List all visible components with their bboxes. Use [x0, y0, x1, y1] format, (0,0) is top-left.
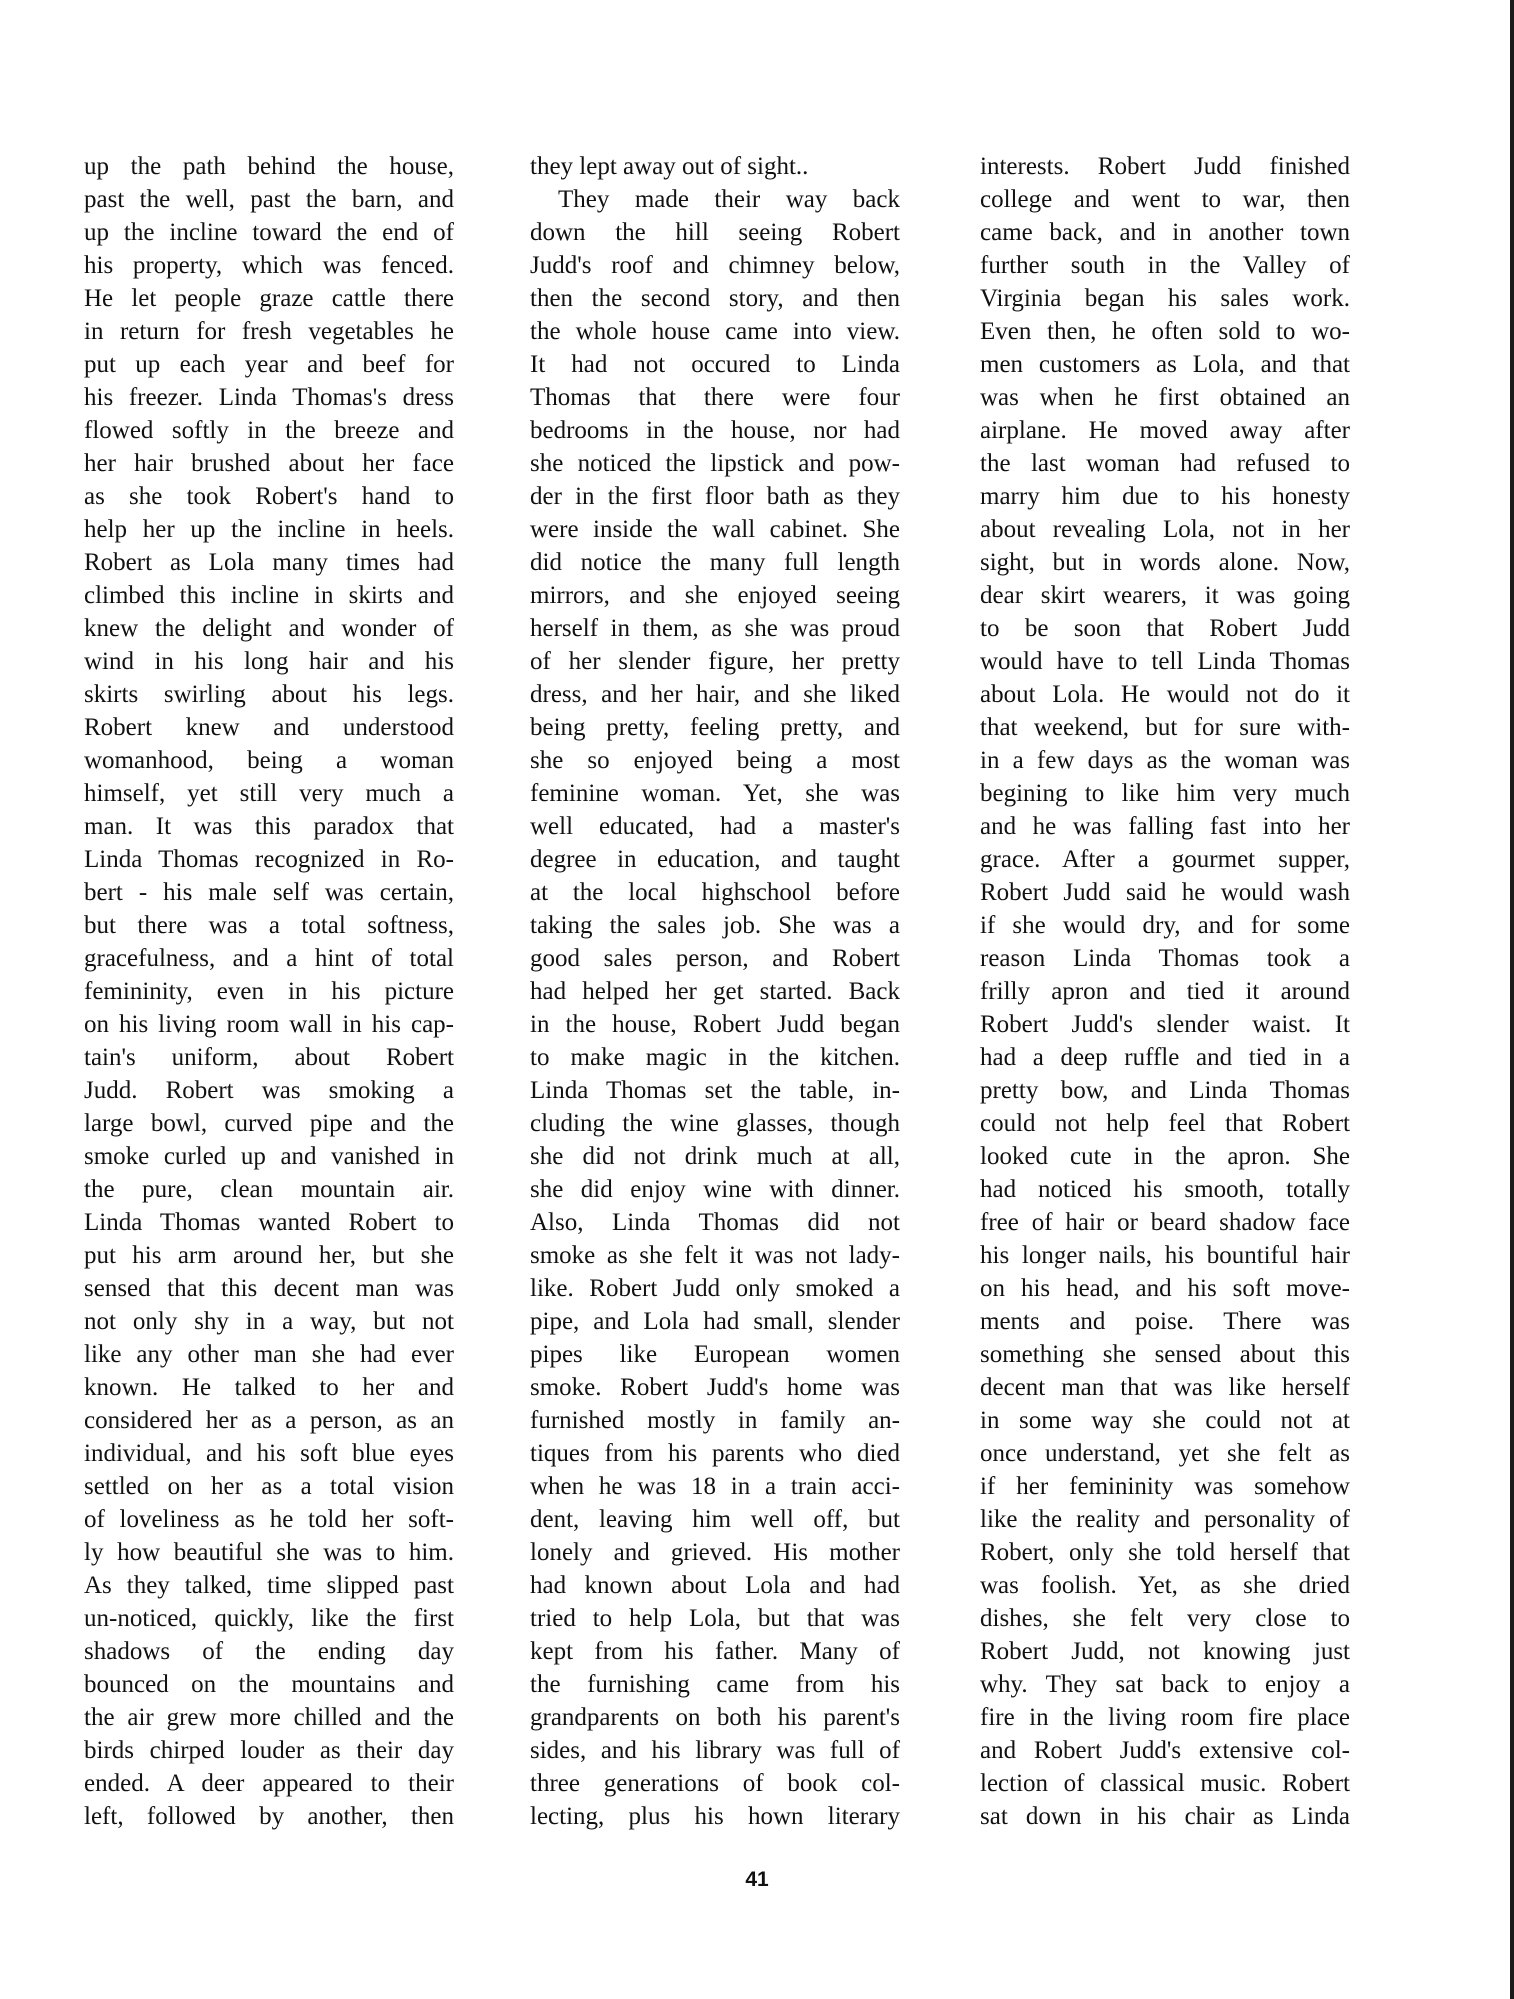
text-line: Virginia began his sales work.: [980, 285, 1350, 312]
text-line: As they talked, time slipped past: [84, 1572, 454, 1599]
text-line: the last woman had refused to: [980, 450, 1350, 477]
text-line: to be soon that Robert Judd: [980, 615, 1350, 642]
text-line: cluding the wine glasses, though: [530, 1110, 900, 1137]
text-line: femininity, even in his picture: [84, 978, 454, 1005]
text-line: Robert Judd said he would wash: [980, 879, 1350, 906]
text-line: dishes, she felt very close to: [980, 1605, 1350, 1632]
text-line: not only shy in a way, but not: [84, 1308, 454, 1335]
text-line: good sales person, and Robert: [530, 945, 900, 972]
text-line: she did not drink much at all,: [530, 1143, 900, 1170]
text-line: Robert, only she told herself that: [980, 1539, 1350, 1566]
text-line: in a few days as the woman was: [980, 747, 1350, 774]
text-line: Judd's roof and chimney below,: [530, 252, 900, 279]
text-line: was foolish. Yet, as she dried: [980, 1572, 1350, 1599]
text-line: the furnishing came from his: [530, 1671, 900, 1698]
text-line: looked cute in the apron. She: [980, 1143, 1350, 1170]
text-line: womanhood, being a woman: [84, 747, 454, 774]
text-line: had helped her get started. Back: [530, 978, 900, 1005]
text-line: dear skirt wearers, it was going: [980, 582, 1350, 609]
text-line: ended. A deer appeared to their: [84, 1770, 454, 1797]
text-line: once understand, yet she felt as: [980, 1440, 1350, 1467]
text-line: would have to tell Linda Thomas: [980, 648, 1350, 675]
text-line: mirrors, and she enjoyed seeing: [530, 582, 900, 609]
text-line: free of hair or beard shadow face: [980, 1209, 1350, 1236]
text-line: sight, but in words alone. Now,: [980, 549, 1350, 576]
text-line: up the path behind the house,: [84, 153, 454, 180]
text-column-1: [84, 150, 454, 1833]
text-line: settled on her as a total vision: [84, 1473, 454, 1500]
text-line: tiques from his parents who died: [530, 1440, 900, 1467]
text-line: climbed this incline in skirts and: [84, 582, 454, 609]
text-line: further south in the Valley of: [980, 252, 1350, 279]
text-line: his longer nails, his bountiful hair: [980, 1242, 1350, 1269]
text-line: the air grew more chilled and the: [84, 1704, 454, 1731]
text-line: came back, and in another town: [980, 219, 1350, 246]
text-line: his freezer. Linda Thomas's dress: [84, 384, 454, 411]
text-line: about revealing Lola, not in her: [980, 516, 1350, 543]
text-line: ly how beautiful she was to him.: [84, 1539, 454, 1566]
text-line: college and went to war, then: [980, 186, 1350, 213]
text-line: Linda Thomas set the table, in-: [530, 1077, 900, 1104]
text-line: bert - his male self was certain,: [84, 879, 454, 906]
text-line: in the house, Robert Judd began: [530, 1011, 900, 1038]
text-line: furnished mostly in family an-: [530, 1407, 900, 1434]
text-line: but there was a total softness,: [84, 912, 454, 939]
text-line: like any other man she had ever: [84, 1341, 454, 1368]
text-line: large bowl, curved pipe and the: [84, 1110, 454, 1137]
text-line: men customers as Lola, and that: [980, 351, 1350, 378]
text-line: decent man that was like herself: [980, 1374, 1350, 1401]
text-column-3: [980, 150, 1350, 1833]
text-line: the whole house came into view.: [530, 318, 900, 345]
text-line: past the well, past the barn, and: [84, 186, 454, 213]
text-column-2: [530, 150, 900, 1833]
text-line: sat down in his chair as Linda: [980, 1803, 1350, 1830]
text-line: Robert as Lola many times had: [84, 549, 454, 576]
text-line: of her slender figure, her pretty: [530, 648, 900, 675]
text-line: the pure, clean mountain air.: [84, 1176, 454, 1203]
text-line: der in the first floor bath as they: [530, 483, 900, 510]
text-line: lonely and grieved. His mother: [530, 1539, 900, 1566]
text-line: smoke curled up and vanished in: [84, 1143, 454, 1170]
text-line: she noticed the lipstick and pow-: [530, 450, 900, 477]
page-edge-shadow: [1510, 0, 1514, 1999]
text-line: smoke. Robert Judd's home was: [530, 1374, 900, 1401]
text-line: shadows of the ending day: [84, 1638, 454, 1665]
text-line: pipe, and Lola had small, slender: [530, 1308, 900, 1335]
text-line: feminine woman. Yet, she was: [530, 780, 900, 807]
text-line: being pretty, feeling pretty, and: [530, 714, 900, 741]
text-line: dress, and her hair, and she liked: [530, 681, 900, 708]
text-line: sensed that this decent man was: [84, 1275, 454, 1302]
text-line: put his arm around her, but she: [84, 1242, 454, 1269]
text-line: did notice the many full length: [530, 549, 900, 576]
text-line: was when he first obtained an: [980, 384, 1350, 411]
text-line: had noticed his smooth, totally: [980, 1176, 1350, 1203]
text-line: fire in the living room fire place: [980, 1704, 1350, 1731]
text-line: grace. After a gourmet supper,: [980, 846, 1350, 873]
text-line: man. It was this paradox that: [84, 813, 454, 840]
text-line: grandparents on both his parent's: [530, 1704, 900, 1731]
text-line: were inside the wall cabinet. She: [530, 516, 900, 543]
page-number: 41: [745, 1868, 769, 1891]
text-line: Thomas that there were four: [530, 384, 900, 411]
text-line: why. They sat back to enjoy a: [980, 1671, 1350, 1698]
text-line: on his head, and his soft move-: [980, 1275, 1350, 1302]
text-line: known. He talked to her and: [84, 1374, 454, 1401]
text-line: of loveliness as he told her soft-: [84, 1506, 454, 1533]
text-line: birds chirped louder as their day: [84, 1737, 454, 1764]
text-line: well educated, had a master's: [530, 813, 900, 840]
text-line: taking the sales job. She was a: [530, 912, 900, 939]
text-line: smoke as she felt it was not lady-: [530, 1242, 900, 1269]
text-line: degree in education, and taught: [530, 846, 900, 873]
text-line: skirts swirling about his legs.: [84, 681, 454, 708]
text-line: gracefulness, and a hint of total: [84, 945, 454, 972]
text-line: wind in his long hair and his: [84, 648, 454, 675]
text-line: tain's uniform, about Robert: [84, 1044, 454, 1071]
text-line: tried to help Lola, but that was: [530, 1605, 900, 1632]
text-line: pretty bow, and Linda Thomas: [980, 1077, 1350, 1104]
text-line: frilly apron and tied it around: [980, 978, 1350, 1005]
text-line: interests. Robert Judd finished: [980, 153, 1350, 180]
text-line: individual, and his soft blue eyes: [84, 1440, 454, 1467]
text-line: her hair brushed about her face: [84, 450, 454, 477]
text-line: begining to like him very much: [980, 780, 1350, 807]
text-line: something she sensed about this: [980, 1341, 1350, 1368]
text-line: down the hill seeing Robert: [530, 219, 900, 246]
text-line: Robert Judd's slender waist. It: [980, 1011, 1350, 1038]
text-line: knew the delight and wonder of: [84, 615, 454, 642]
text-line: she so enjoyed being a most: [530, 747, 900, 774]
text-line: un-noticed, quickly, like the first: [84, 1605, 454, 1632]
text-line: He let people graze cattle there: [84, 285, 454, 312]
text-line: in return for fresh vegetables he: [84, 318, 454, 345]
text-line: to make magic in the kitchen.: [530, 1044, 900, 1071]
text-line: like. Robert Judd only smoked a: [530, 1275, 900, 1302]
text-line: at the local highschool before: [530, 879, 900, 906]
text-line: that weekend, but for sure with-: [980, 714, 1350, 741]
text-line: pipes like European women: [530, 1341, 900, 1368]
text-line: up the incline toward the end of: [84, 219, 454, 246]
text-line: lection of classical music. Robert: [980, 1770, 1350, 1797]
text-line: marry him due to his honesty: [980, 483, 1350, 510]
text-line: sides, and his library was full of: [530, 1737, 900, 1764]
text-line: Robert Judd, not knowing just: [980, 1638, 1350, 1665]
text-line: Even then, he often sold to wo-: [980, 318, 1350, 345]
text-line: airplane. He moved away after: [980, 417, 1350, 444]
text-line: on his living room wall in his cap-: [84, 1011, 454, 1038]
text-line: three generations of book col-: [530, 1770, 900, 1797]
text-line: bounced on the mountains and: [84, 1671, 454, 1698]
text-line: Linda Thomas wanted Robert to: [84, 1209, 454, 1236]
text-line: It had not occured to Linda: [530, 351, 900, 378]
text-line: and Robert Judd's extensive col-: [980, 1737, 1350, 1764]
text-line: Judd. Robert was smoking a: [84, 1077, 454, 1104]
text-line: lecting, plus his hown literary: [530, 1803, 900, 1830]
text-line: herself in them, as she was proud: [530, 615, 900, 642]
text-line: Robert knew and understood: [84, 714, 454, 741]
text-line: left, followed by another, then: [84, 1803, 454, 1830]
text-line: had known about Lola and had: [530, 1572, 900, 1599]
text-line: flowed softly in the breeze and: [84, 417, 454, 444]
text-line: and he was falling fast into her: [980, 813, 1350, 840]
text-line: Also, Linda Thomas did not: [530, 1209, 900, 1236]
text-line: if she would dry, and for some: [980, 912, 1350, 939]
text-line: in some way she could not at: [980, 1407, 1350, 1434]
text-line: about Lola. He would not do it: [980, 681, 1350, 708]
text-line: could not help feel that Robert: [980, 1110, 1350, 1137]
text-line: considered her as a person, as an: [84, 1407, 454, 1434]
text-line: then the second story, and then: [530, 285, 900, 312]
text-line: had a deep ruffle and tied in a: [980, 1044, 1350, 1071]
text-line: when he was 18 in a train acci-: [530, 1473, 900, 1500]
text-line: bedrooms in the house, nor had: [530, 417, 900, 444]
text-line: They made their way back: [558, 186, 900, 213]
text-line: put up each year and beef for: [84, 351, 454, 378]
text-line: his property, which was fenced.: [84, 252, 454, 279]
text-line: like the reality and personality of: [980, 1506, 1350, 1533]
text-line: reason Linda Thomas took a: [980, 945, 1350, 972]
text-line: help her up the incline in heels.: [84, 516, 454, 543]
text-line: she did enjoy wine with dinner.: [530, 1176, 900, 1203]
text-line: dent, leaving him well off, but: [530, 1506, 900, 1533]
text-line: if her femininity was somehow: [980, 1473, 1350, 1500]
text-line: Linda Thomas recognized in Ro-: [84, 846, 454, 873]
text-line: they lept away out of sight..: [530, 153, 809, 180]
text-line: as she took Robert's hand to: [84, 483, 454, 510]
text-line: ments and poise. There was: [980, 1308, 1350, 1335]
text-line: kept from his father. Many of: [530, 1638, 900, 1665]
text-line: himself, yet still very much a: [84, 780, 454, 807]
